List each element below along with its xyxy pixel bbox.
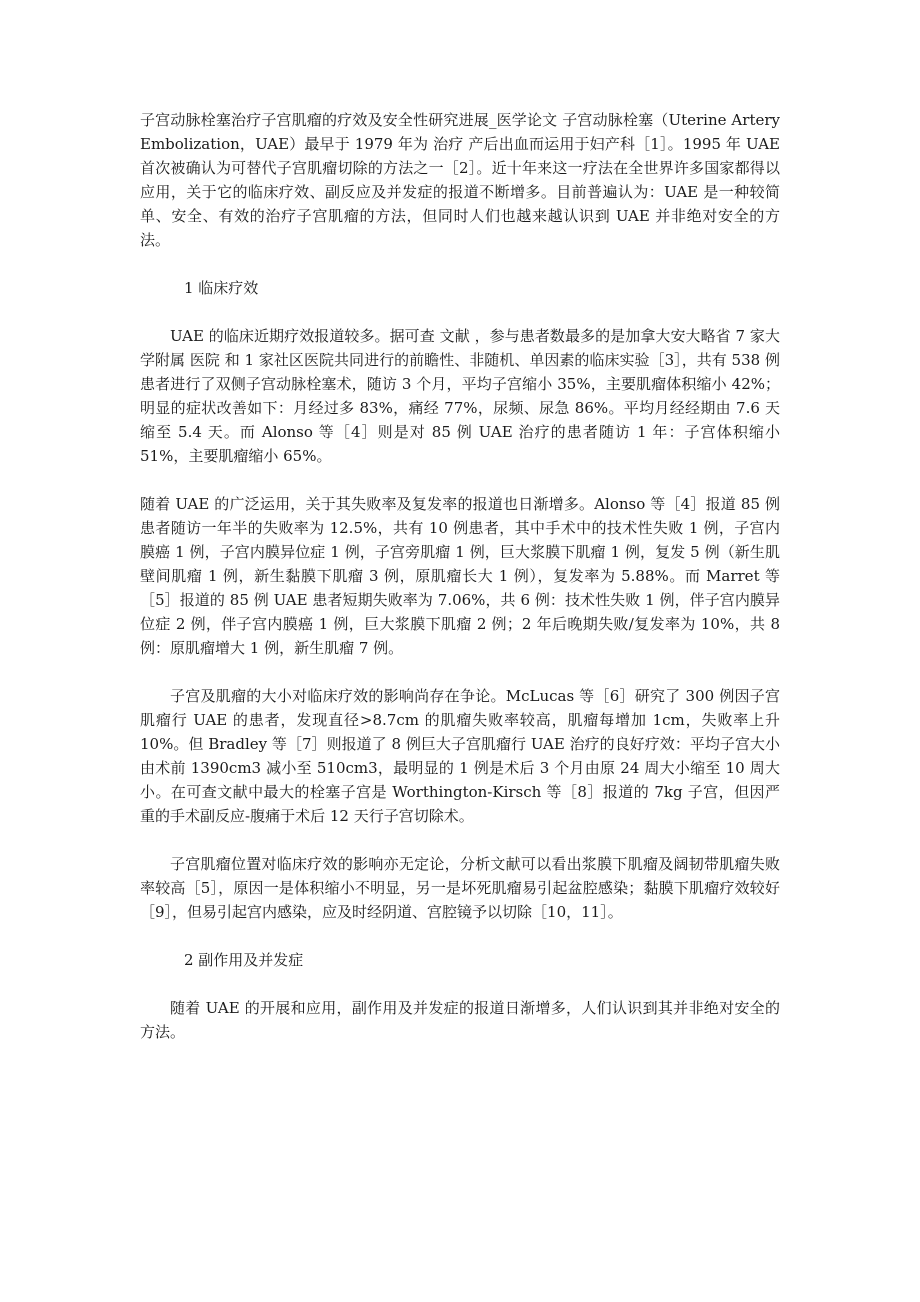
document-body (140, 108, 780, 1068)
section-1-paragraph-4: 子宫肌瘤位置对临床疗效的影响亦无定论，分析文献可以看出浆膜下肌瘤及阔韧带肌瘤失败率较高［5］，原因一是体积缩小不明显，另一是坏死肌瘤易引起盆腔感染；黏膜下肌瘤疗效较好［9］，但易引起宫内感染，应及时经阴道、宫腔镜予以切除［10，11］。 (140, 855, 780, 921)
section-1-paragraph-1: UAE 的临床近期疗效报道较多。据可查 文献 ，参与患者数最多的是加拿大安大略省 7 家大学附属 医院 和 1 家社区医院共同进行的前瞻性、非随机、单因素的临床实验［3］，共有 538 例患者进行了双侧子宫动脉栓塞术，随访 3 个月，平均子宫缩小 35%，主要肌瘤体积缩小 42%；明显的症状改善如下：月经过多 83%，痛经 77%，尿频、尿急 86%。平均月经经期由 7.6 天缩至 5.4 天。而 Alonso 等［4］则是对 85 例 UAE 治疗的患者随访 1 年：子宫体积缩小 51%，主要肌瘤缩小 65%。 (140, 327, 780, 465)
section-1-heading: 1 临床疗效 (184, 279, 259, 297)
section-1-paragraph-3: 子宫及肌瘤的大小对临床疗效的影响尚存在争论。McLucas 等［6］研究了 300 例因子宫肌瘤行 UAE 的患者，发现直径>8.7cm 的肌瘤失败率较高，肌瘤每增加 1cm，失败率上升 10%。但 Bradley 等［7］则报道了 8 例巨大子宫肌瘤行 UAE 治疗的良好疗效：平均子宫大小由术前 1390cm3 减小至 510cm3，最明显的 1 例是术后 3 个月由原 24 周大小缩至 10 周大小。在可查文献中最大的栓塞子宫是 Worthington-Kirsch 等［8］报道的 7kg 子宫，但因严重的手术副反应-腹痛于术后 12 天行子宫切除术。 (140, 687, 780, 825)
section-2-heading: 2 副作用及并发症 (184, 951, 304, 969)
section-1-paragraph-2: 随着 UAE 的广泛运用，关于其失败率及复发率的报道也日渐增多。Alonso 等［4］报道 85 例患者随访一年半的失败率为 12.5%，共有 10 例患者，其中手术中的技术性失败 1 例，子宫内膜癌 1 例，子宫内膜异位症 1 例，子宫旁肌瘤 1 例，巨大浆膜下肌瘤 1 例，复发 5 例（新生肌壁间肌瘤 1 例，新生黏膜下肌瘤 3 例，原肌瘤长大 1 例），复发率为 5.88%。而 Marret 等［5］报道的 85 例 UAE 患者短期失败率为 7.06%，共 6 例：技术性失败 1 例，伴子宫内膜异位症 2 例，伴子宫内膜癌 1 例，巨大浆膜下肌瘤 2 例；2 年后晚期失败/复发率为 10%，共 8 例：原肌瘤增大 1 例，新生肌瘤 7 例。 (140, 495, 780, 657)
section-2-paragraph-1: 随着 UAE 的开展和应用，副作用及并发症的报道日渐增多，人们认识到其并非绝对安全的方法。 (140, 999, 780, 1041)
intro-paragraph: 子宫动脉栓塞治疗子宫肌瘤的疗效及安全性研究进展_医学论文 子宫动脉栓塞（Uterine Artery Embolization，UAE）最早于 1979 年为 治疗 产后出血而运用于妇产科［1］。1995 年 UAE 首次被确认为可替代子宫肌瘤切除的方法之一［2］。近十年来这一疗法在全世界许多国家都得以应用，关于它的临床疗效、副反应及并发症的报道不断增多。目前普遍认为：UAE 是一种较简单、安全、有效的治疗子宫肌瘤的方法，但同时人们也越来越认识到 UAE 并非绝对安全的方法。 (140, 111, 780, 249)
